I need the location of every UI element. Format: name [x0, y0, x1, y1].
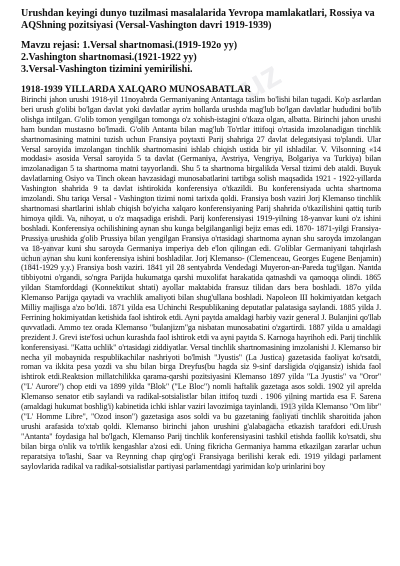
- document-page: [21, 8, 381, 471]
- topics-list: [21, 40, 381, 76]
- watermark-text: uz: [252, 382, 308, 439]
- section-title: 1918-1939 YILLARDA XALQARO MUNOSABATLAR: [21, 84, 251, 95]
- topic-item: 2.Vashington shartnomasi.(1921-1922 yy): [21, 52, 197, 63]
- watermark-text: uz: [232, 52, 288, 109]
- document-title: Urushdan keyingi dunyo tuzilmasi masalalarida Yevropa mamlakatlari, Rossiya va AQShning pozitsiyasi (Versal-Vashington davri 1919-1939): [21, 8, 375, 31]
- body-paragraph: Birinchi jahon urushi 1918-yil 11noyabrda Germaniyaning Antantaga taslim bo'lishi bilan tugadi. Ko'p asrlardan beri urush g'olibi bo'lgan davlat yoki davlatlar ayrim hollarda urushda mag'lub bo'lgan davlatlar hududini bo'lib olishga intilgan. G'olib tomon yengilgan tomonga o'z xohish-istagini o'tkaza olgan, albatta. Birinchi jahon urushi ham bundan mustasno bo'lmadi. G'olib Antanta bilan mag'lub To'rtlar ittifoqi o'rtasida imzolanadigan tinchlik shartnomasining matnini tuzish uchun Fransiya poytaxti Parij shahriga 27 davlat delegatsiyasi to'plandi. Ular Versal saroyida imzolangan tinchlik shartnomasini ishlab chiqish ustida bir yil ishladilar. V. Vilsonning «14 moddasi» asosida Versal saroyida 5 ta davlat (Germaniya, Avstriya, Vengriya, Bolgariya va Turkiya) bilan imzolanadigan 5 ta shartnoma matni tayyorlandi. Shu 5 ta shartnoma birgalikda Versal tizimi deb ataldi. Buyuk davlatlarning Osiyo va Tinch okean havzasidagi munosabatlarini tartibga solish maqsadida 1921 - 1922-yillarda Vashington shahrida 9 ta davlat ishtirokida konferensiya o'tkazildi. Bu konferensiyada uchta shartnoma imzolandi. Shu tariqa Versal - Vashington tizimi nomi tarixda qoldi. Fransiya bosh vaziri Jorj Klemanso tinchlik shartnomasi shartlarini ishlab chiqish bo'yicha xalqaro konferensiyaning Parij shahrida o'tkazilishini qattiq turib himoya qildi. Va, nihoyat, u o'z maqsadiga erishdi. Parij konferensiyasi 1919-yilning 18-yanvar kuni o'z ishini boshladi. Konferensiya ochilishining aynan shu kunga belgilanganligi bejiz emas edi. 1870- 1871-yilgi Fransiya-Prussiya urushida g'olib Prussiya bilan yengilgan Fransiya o'rtasidagi shartnoma aynan shu saroyda imzolangan va 18-yanvar kuni shu saroyda Germaniya imperiya deb e'lon qilingan edi. G'oliblar Germaniyani tahqirlash uchun aynan shu kuni konferensiya ishini boshladilar. Jorj Klemanso- (Clemenceau, Georges Eugene Benjamin)(1841-1929 y.y.) Fransiya bosh vaziri. 1841 yil 28 sentyabrda Vendedagi Muyeron-an-Pareda tug'ilgan. Nantda tibbiyotni o'rgandi, so'ngra Parijda hukumatga qarshi muxolifat harakatida qatnashdi va qamoqqa olindi. 1865 yildan Stamforddagi (Konnektikut shtati) ayollar maktabida fransuz tilidan dars bera boshladi. 187o yilda Klemanso Parijga qaytadi va vrachlik amaliyoti bilan shug'ullana boshladi. Napoleon III hokimiyatdan ketgach Milliy majlisga a'zo bo'ldi. 1871 yilda esa Uchinchi Respublikaning deputatlar palatasiga saylandi. 1885 yilda J. Ferrining hokimiyatdan ketishida faol ishtirok etdi. Ayni paytda amaldagi harbiy vazir general J. Bulanjini qo'llab quvvatladi. Ammo tez orada Klemanso "bulanjizm"ga nisbatan munosabatini o'zgartirdi. 1887 yilda u amaldagi prezident J. Grevi iste'fosi uchun kurashda faol ishtirok etdi va ayni paytda S. Karnoga hayrihoh edi. Parij tinchlik konferensiyasi. "Katta uchlik" o'rtasidagi ziddiyatlar. Versal tinchlik shartnomasining imzolanishi J. Klemanso bir necha yil mobaynida respublikachilar nashriyoti bo'lmish "Jyustis" (La Justica) gazetasida faoliyat ko'rsatdi, roman va ikkita pesa yozdi va shu bilan birga Dreyfus(bu hagda siz 9-sinf darsligida o'qigansiz) ishida faol ishtirok etdi.Reaktsion millatchilikka qarama-qarshi pozitsiyasini Klemanso 1897 yilda "La Jyustis" va "Oror" ("L' Aurore") chop etdi va 1899 yilda "Blok" ("Le Bloc") nomli haftalik gazetaga asos soldi. 1902 yil aprelda Klemanso senator etib saylandi va radikal-sotsialistlar bilan ittifoq tuzdi . 1906 yilning martida esa F. Sarena (amaldagi hukumat boshlig'i) kabinetida ichki ishlar vaziri lavozimiga tayinlandi. 1913 yilda Klemanso "Om libr" ("L' Homme Libre", "Ozod inson") gazetasiga asos soldi va bu gazetaning faoliyati tinchlik sharoitida jahon urushi arafasida to'xtab qoldi. Klemanso birinchi jahon urushini g'alabagacha etkazish tarafdori edi.Urush "Antanta" foydasiga hal bo'lgach, Klemanso Parij tinchlik konferensiyasini tashkil etishda faollik ko'rsatdi, shu bilan birga o'nlik va to'rtlik kengashlar a'zosi edi. Uning fikricha Germaniya hamma etkazilgan zararlar uchun reparatsiya to'lashi, Saar va Reynning chap qirg'og'i Fransiyaga berilishi kerak edi. 1919 yildagi parlament saylovlarida radikal va radikal-sotsialistlar partiyasi parlamentdagi yarimidan ko'p urinlarini boy: [21, 95, 381, 471]
- watermark-text: uz: [12, 222, 68, 279]
- topics-heading: Mavzu rejasi: 1.Versal shartnomasi.(1919-192o yy): [21, 40, 238, 51]
- topic-item: 3.Versal-Vashington tizimini yemirilishi.: [21, 64, 193, 75]
